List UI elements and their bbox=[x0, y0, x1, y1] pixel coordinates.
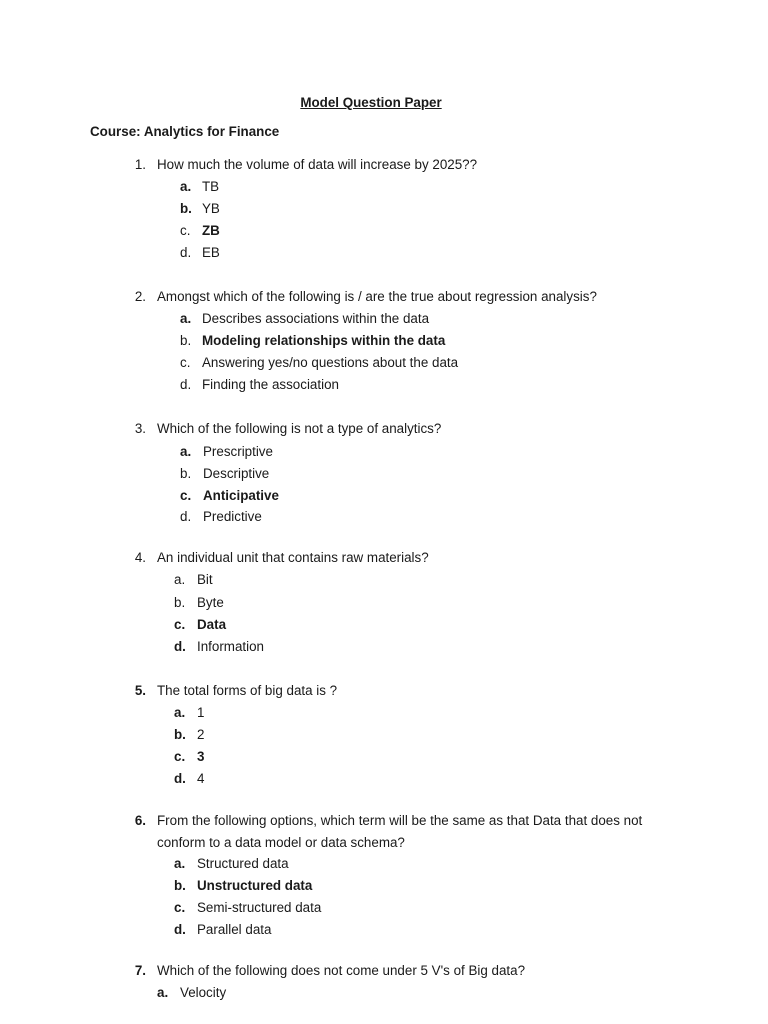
option-letter: a. bbox=[180, 179, 192, 194]
question-text-line-2: conform to a data model or data schema? bbox=[157, 835, 405, 850]
option-text: EB bbox=[202, 245, 220, 260]
option-letter: a. bbox=[174, 705, 186, 720]
option-letter: a. bbox=[180, 444, 192, 459]
question-number: 5. bbox=[134, 683, 146, 698]
question-number: 4. bbox=[134, 550, 146, 565]
option-text: Byte bbox=[197, 595, 224, 610]
question-number: 7. bbox=[134, 963, 146, 978]
option-text: 2 bbox=[197, 727, 205, 742]
option-letter: c. bbox=[180, 488, 192, 503]
page-title: Model Question Paper bbox=[300, 95, 442, 110]
option-text: Anticipative bbox=[203, 488, 279, 503]
option-text: TB bbox=[202, 179, 220, 194]
option-text: Parallel data bbox=[197, 922, 272, 937]
option-letter: a. bbox=[174, 572, 186, 587]
option-text: Descriptive bbox=[203, 466, 270, 481]
option-letter: d. bbox=[180, 377, 192, 392]
option-letter: d. bbox=[180, 245, 192, 260]
option-letter: b. bbox=[180, 333, 192, 348]
option-text: Data bbox=[197, 617, 227, 632]
option-text: Finding the association bbox=[202, 377, 339, 392]
question-number: 3. bbox=[134, 421, 146, 436]
option-text: Semi-structured data bbox=[197, 900, 322, 915]
question-text: The total forms of big data is ? bbox=[157, 683, 338, 698]
option-text: 4 bbox=[197, 771, 205, 786]
option-letter: d. bbox=[180, 509, 192, 524]
option-letter: b. bbox=[174, 727, 186, 742]
option-letter: a. bbox=[157, 985, 169, 1000]
question-text-line-1: From the following options, which term will be the same as that Data that does not bbox=[157, 813, 643, 828]
option-letter: b. bbox=[180, 201, 192, 216]
option-text: 1 bbox=[197, 705, 205, 720]
option-letter: d. bbox=[174, 922, 186, 937]
option-text: 3 bbox=[197, 749, 205, 764]
option-letter: b. bbox=[174, 878, 186, 893]
option-letter: c. bbox=[180, 223, 191, 238]
option-letter: a. bbox=[174, 856, 186, 871]
option-text: YB bbox=[202, 201, 220, 216]
question-text: Amongst which of the following is / are the true about regression analysis? bbox=[157, 289, 597, 304]
option-letter: a. bbox=[180, 311, 192, 326]
question-number: 2. bbox=[134, 289, 146, 304]
option-letter: c. bbox=[174, 749, 186, 764]
option-text: Modeling relationships within the data bbox=[202, 333, 446, 348]
question-number: 1. bbox=[134, 157, 146, 172]
option-letter: b. bbox=[180, 466, 192, 481]
option-text: Structured data bbox=[197, 856, 289, 871]
option-text: Bit bbox=[197, 572, 213, 587]
option-text: Information bbox=[197, 639, 264, 654]
course-heading: Course: Analytics for Finance bbox=[90, 124, 280, 139]
option-letter: c. bbox=[174, 617, 186, 632]
option-text: Prescriptive bbox=[203, 444, 273, 459]
option-letter: d. bbox=[174, 639, 186, 654]
option-letter: b. bbox=[174, 595, 186, 610]
option-text: Velocity bbox=[180, 985, 227, 1000]
option-letter: d. bbox=[174, 771, 186, 786]
option-text: Describes associations within the data bbox=[202, 311, 430, 326]
question-text: Which of the following does not come under 5 V's of Big data? bbox=[157, 963, 526, 978]
option-letter: c. bbox=[174, 900, 186, 915]
question-text: How much the volume of data will increase by 2025?? bbox=[157, 157, 478, 172]
option-letter: c. bbox=[180, 355, 191, 370]
question-number: 6. bbox=[134, 813, 146, 828]
question-text: An individual unit that contains raw materials? bbox=[157, 550, 429, 565]
option-text: Unstructured data bbox=[197, 878, 313, 893]
option-text: Predictive bbox=[203, 509, 262, 524]
option-text: ZB bbox=[202, 223, 220, 238]
question-text: Which of the following is not a type of analytics? bbox=[157, 421, 442, 436]
option-text: Answering yes/no questions about the data bbox=[202, 355, 459, 370]
